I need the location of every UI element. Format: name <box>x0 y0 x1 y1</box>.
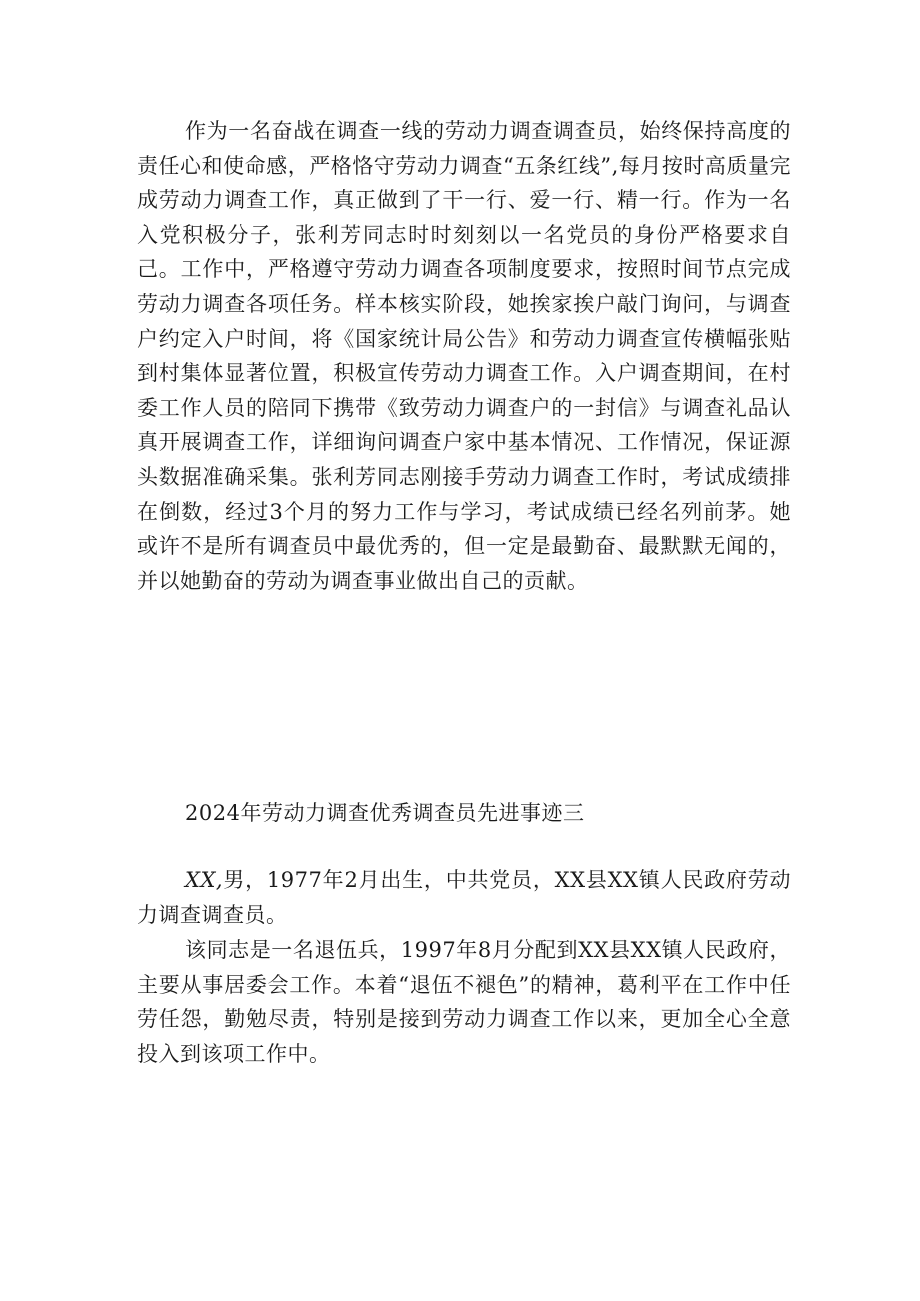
paragraph-background: 该同志是一名退伍兵，1997年8月分配到XX县XX镇人民政府，主要从事居委会工作。本着“退伍不褪色”的精神，葛利平在工作中任劳任怨，勤勉尽责，特别是接到劳动力调查工作以来，更加全心全意投入到该项工作中。 <box>137 938 791 1066</box>
profile-text: 男，1977年2月出生，中共党员，XX县XX镇人民政府劳动力调查调查员。 <box>137 868 791 927</box>
paragraph-intro: 作为一名奋战在调查一线的劳动力调查调查员，始终保持高度的责任心和使命感，严格恪守劳动力调查“五条红线”,每月按时高质量完成劳动力调查工作，真正做到了干一行、爱一行、精一行。作为一名入党积极分子，张利芳同志时时刻刻以一名党员的身份严格要求自己。工作中，严格遵守劳动力调查各项制度要求，按照时间节点完成劳动力调查各项任务。样本核实阶段，她挨家挨户敲门询问，与调查户约定入户时间，将《国家统计局公告》和劳动力调查宣传横幅张贴到村集体显著位置，积极宣传劳动力调查工作。入户调查期间，在村委工作人员的陪同下携带《致劳动力调查户的一封信》与调查礼品认真开展调查工作，详细询问调查户家中基本情况、工作情况，保证源头数据准确采集。张利芳同志刚接手劳动力调查工作时，考试成绩排在倒数，经过3个月的努力工作与学习，考试成绩已经名列前茅。她或许不是所有调查员中最优秀的，但一定是最勤奋、最默默无闻的，并以她勤奋的劳动为调查事业做出自己的贡献。 <box>137 119 791 593</box>
paragraph-profile <box>137 863 791 932</box>
person-name: XX, <box>185 868 224 892</box>
section-heading: 2024年劳动力调查优秀调查员先进事迹三 <box>185 801 585 825</box>
